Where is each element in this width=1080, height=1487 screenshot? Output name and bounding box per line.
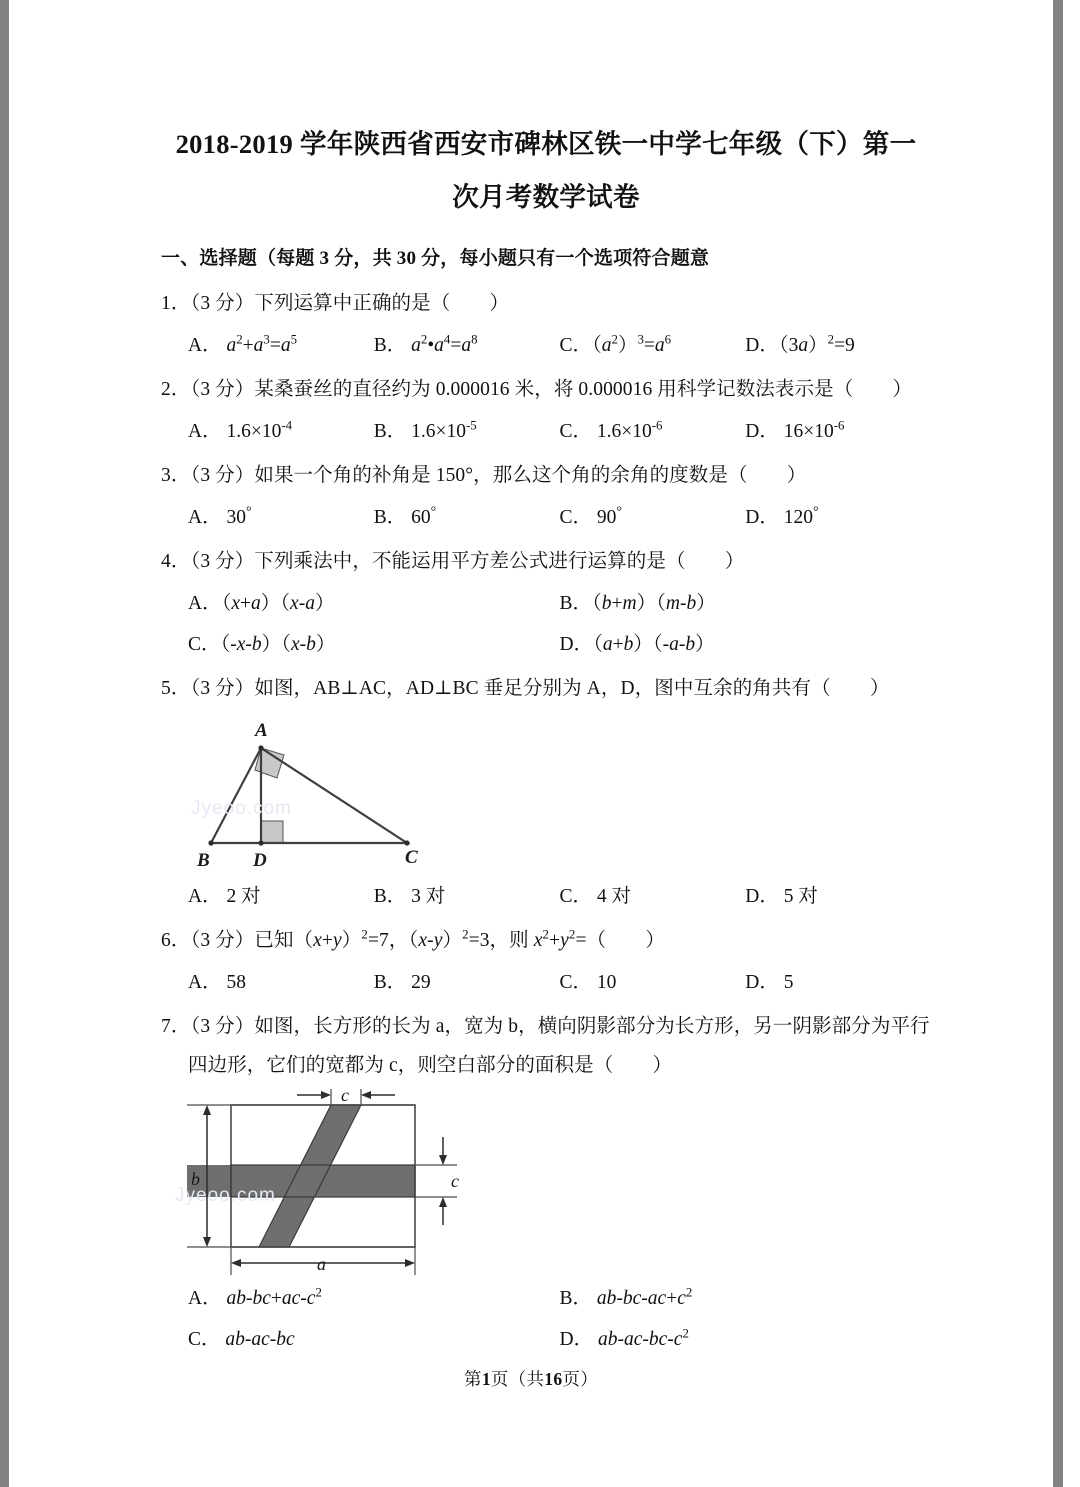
- option-label: C．: [559, 421, 593, 442]
- option-label: A．: [188, 421, 222, 442]
- question-4-option-c[interactable]: C．（‑x‑b）（x‑b）: [188, 634, 336, 655]
- question-1-option-d[interactable]: D．$(3a)^2=9$: [745, 332, 855, 356]
- question-4-option-a[interactable]: A．（x+a）（x‑a）: [188, 593, 335, 614]
- question-2-option-a[interactable]: A． $1.6\times 10^{‑4}$: [188, 418, 293, 442]
- question-6-stem: 6．（3 分）已知$(x+y)^2=7$，（x‑y）$^2$=3，则 $x^2+y^2=$（ ）: [161, 927, 665, 951]
- question-6-options: [161, 971, 931, 995]
- question-7-score: （3 分）: [190, 1016, 255, 1037]
- triangle-label-c: C: [405, 847, 418, 868]
- question-7-stem: 7．（3 分）如图，长方形的长为 a，宽为 b，横向阴影部分为长方形，另一阴影部分为平行 四边形，它们的宽都为 c，则空白部分的面积是（ ）: [161, 1014, 931, 1079]
- question-5-text: 如图，AB⊥AC，AD⊥BC 垂足分别为 A，D，图中互余的角共有（ ）: [254, 678, 890, 699]
- dimension-label-c-top: c: [341, 1087, 349, 1105]
- question-7-options-row-1: [161, 1287, 931, 1311]
- question-7-options-row-2: [161, 1328, 931, 1352]
- option-label: A．: [188, 972, 222, 993]
- question-4-stem: 4．（3 分）下列乘法中，不能运用平方差公式进行运算的是（ ）: [161, 551, 745, 572]
- question-6-option-a[interactable]: [188, 971, 374, 995]
- question-7-option-c[interactable]: C． ab‑ac‑bc: [188, 1329, 295, 1350]
- triangle-label-b: B: [197, 850, 210, 871]
- question-2-options: [161, 420, 931, 444]
- option-label: B．: [373, 421, 407, 442]
- footer-suffix: 页）: [562, 1369, 598, 1389]
- question-5: [161, 676, 931, 909]
- option-label: A．: [188, 507, 222, 528]
- question-1-stem: 1．（3 分）下列运算中正确的是（ ）: [161, 293, 510, 314]
- question-4-score: （3 分）: [190, 551, 255, 572]
- option-label: C．: [559, 507, 593, 528]
- option-label: D．: [745, 421, 779, 442]
- page-footer: [9, 1366, 1053, 1391]
- question-2-option-b[interactable]: B． $1.6\times 10^{‑5}$: [373, 418, 477, 442]
- question-2-stem: 2．（3 分）某桑蚕丝的直径约为 0.000016 米，将 0.000016 用科学记数法表示是（ ）: [161, 379, 913, 400]
- question-4-text: 下列乘法中，不能运用平方差公式进行运算的是（ ）: [254, 551, 745, 572]
- option-label: D．: [745, 335, 779, 356]
- question-3: [161, 463, 931, 530]
- option-text: 29: [411, 972, 431, 993]
- page-content: [161, 118, 931, 1352]
- question-5-option-a[interactable]: A． 2 对: [188, 886, 261, 907]
- question-1-score: （3 分）: [190, 293, 255, 314]
- option-label: B．: [373, 972, 407, 993]
- question-2-number: 2: [161, 379, 171, 400]
- question-7-number: 7: [161, 1016, 171, 1037]
- question-6-option-d[interactable]: [745, 971, 931, 995]
- question-1-text: 下列运算中正确的是（ ）: [254, 293, 510, 314]
- scan-edge-right: [1053, 0, 1063, 1487]
- title-line-2: 次月考数学试卷: [452, 182, 640, 212]
- option-text: 10: [596, 972, 617, 993]
- question-1-number: 1: [161, 293, 171, 314]
- page-margin-right: [1063, 0, 1080, 1487]
- footer-prefix: 第: [464, 1369, 482, 1389]
- scan-edge-left: [0, 0, 9, 1487]
- question-3-number: 3: [161, 465, 171, 486]
- question-3-option-d[interactable]: D． 120°: [745, 503, 819, 528]
- question-2-text: 某桑蚕丝的直径约为 0.000016 米，将 0.000016 用科学记数法表示是（ ）: [254, 379, 913, 400]
- question-5-options: [161, 885, 931, 909]
- watermark: Jyeoo.com: [175, 1185, 276, 1206]
- question-4: [161, 549, 931, 657]
- footer-total-pages: 16: [544, 1369, 563, 1389]
- question-3-option-b[interactable]: B． 60°: [373, 503, 437, 528]
- option-label: B．: [373, 886, 407, 907]
- question-4-number: 4: [161, 551, 171, 572]
- question-3-option-a[interactable]: A． 30°: [188, 503, 252, 528]
- option-label: D．: [745, 972, 779, 993]
- question-3-options: [161, 503, 931, 530]
- option-label: D．: [559, 1329, 594, 1350]
- option-label: B．: [373, 507, 407, 528]
- question-3-stem: 3．（3 分）如果一个角的补角是 150°，那么这个角的余角的度数是（ ）: [161, 465, 807, 486]
- question-5-option-c[interactable]: C． 4 对: [559, 886, 632, 907]
- question-1-options: [161, 334, 931, 358]
- question-6-number: 6: [161, 930, 171, 951]
- option-label: D．: [745, 886, 779, 907]
- question-4-options-row-2: [161, 633, 931, 657]
- dimension-label-c-right: c: [451, 1171, 459, 1191]
- question-3-text: 如果一个角的补角是 150°，那么这个角的余角的度数是（ ）: [254, 465, 807, 486]
- option-label: C．: [188, 1329, 221, 1350]
- question-7: [161, 1014, 931, 1352]
- option-label: D．: [745, 507, 779, 528]
- question-4-option-b[interactable]: B．（b+m）（m‑b）: [559, 593, 716, 614]
- question-2-option-c[interactable]: C． $1.6\times 10^{‑6}$: [559, 418, 663, 442]
- section-heading: 一、选择题（每题 3 分，共 30 分，每小题只有一个选项符合题意: [161, 248, 710, 269]
- title-line-1: 2018-2019 学年陕西省西安市碑林区铁一中学七年级（下）第一: [175, 129, 917, 159]
- question-5-stem: 5．（3 分）如图，AB⊥AC，AD⊥BC 垂足分别为 A，D，图中互余的角共有（ ）: [161, 678, 890, 699]
- option-label: C．: [559, 335, 593, 356]
- question-7-option-a[interactable]: A． $ab‑bc+ac‑c^2$: [188, 1285, 322, 1309]
- question-7-text-line-2: 四边形，它们的宽都为 c，则空白部分的面积是（ ）: [188, 1055, 673, 1076]
- question-7-option-d[interactable]: D． $ab‑ac‑bc‑c^2$: [559, 1326, 689, 1350]
- question-5-option-b[interactable]: B． 3 对: [373, 886, 446, 907]
- dimension-label-a: a: [317, 1254, 326, 1274]
- footer-page-number: 1: [481, 1369, 491, 1389]
- question-4-option-d[interactable]: D．（a+b）（‑a‑b）: [559, 634, 715, 655]
- question-5-score: （3 分）: [190, 678, 255, 699]
- question-3-score: （3 分）: [190, 465, 255, 486]
- triangle-label-a: A: [255, 720, 268, 741]
- option-label: A．: [188, 1288, 222, 1309]
- question-7-option-b[interactable]: B． $ab‑bc‑ac+c^2$: [559, 1285, 693, 1309]
- question-6: [161, 928, 931, 995]
- question-6-option-b[interactable]: [374, 971, 560, 995]
- question-2: [161, 377, 931, 444]
- question-5-figure-triangle: [161, 708, 931, 873]
- option-label: C．: [559, 972, 593, 993]
- footer-middle: 页（共: [490, 1369, 545, 1389]
- question-6-score: （3 分）: [190, 930, 255, 951]
- question-7-text-line-1: 如图，长方形的长为 a，宽为 b，横向阴影部分为长方形，另一阴影部分为平行: [254, 1016, 930, 1037]
- option-text: 5: [783, 972, 794, 993]
- page-title: [161, 118, 931, 224]
- option-label: B．: [559, 593, 593, 614]
- option-label: A．: [188, 335, 222, 356]
- option-label: B．: [373, 335, 407, 356]
- question-2-option-d[interactable]: D． $16\times 10^{‑6}$: [745, 418, 845, 442]
- question-1-option-b[interactable]: B． $a^2•a^4=a^8$: [373, 332, 478, 356]
- question-6-option-c[interactable]: [560, 971, 746, 995]
- option-text: 58: [226, 972, 246, 993]
- question-3-option-c[interactable]: C． 90°: [559, 503, 623, 528]
- triangle-label-d: D: [253, 850, 267, 871]
- option-label: A．: [188, 886, 222, 907]
- question-7-figure-rectangle: [161, 1087, 931, 1277]
- question-1: [161, 291, 931, 358]
- question-2-score: （3 分）: [190, 379, 255, 400]
- dimension-label-b: b: [191, 1169, 200, 1189]
- question-5-number: 5: [161, 678, 171, 699]
- question-1-option-a[interactable]: A． $a^2+a^3=a^5$: [188, 332, 298, 356]
- option-label: D．: [559, 634, 594, 655]
- option-label: C．: [188, 634, 221, 655]
- exam-page: [9, 0, 1053, 1487]
- option-label: A．: [188, 593, 222, 614]
- question-1-option-c[interactable]: C．$(a^2)^3=a^6$: [559, 332, 672, 356]
- watermark: Jyeoo.com: [191, 798, 292, 819]
- option-label: B．: [559, 1288, 593, 1309]
- question-5-option-d[interactable]: D． 5 对: [745, 886, 818, 907]
- option-label: C．: [559, 886, 593, 907]
- question-4-options-row-1: [161, 592, 931, 616]
